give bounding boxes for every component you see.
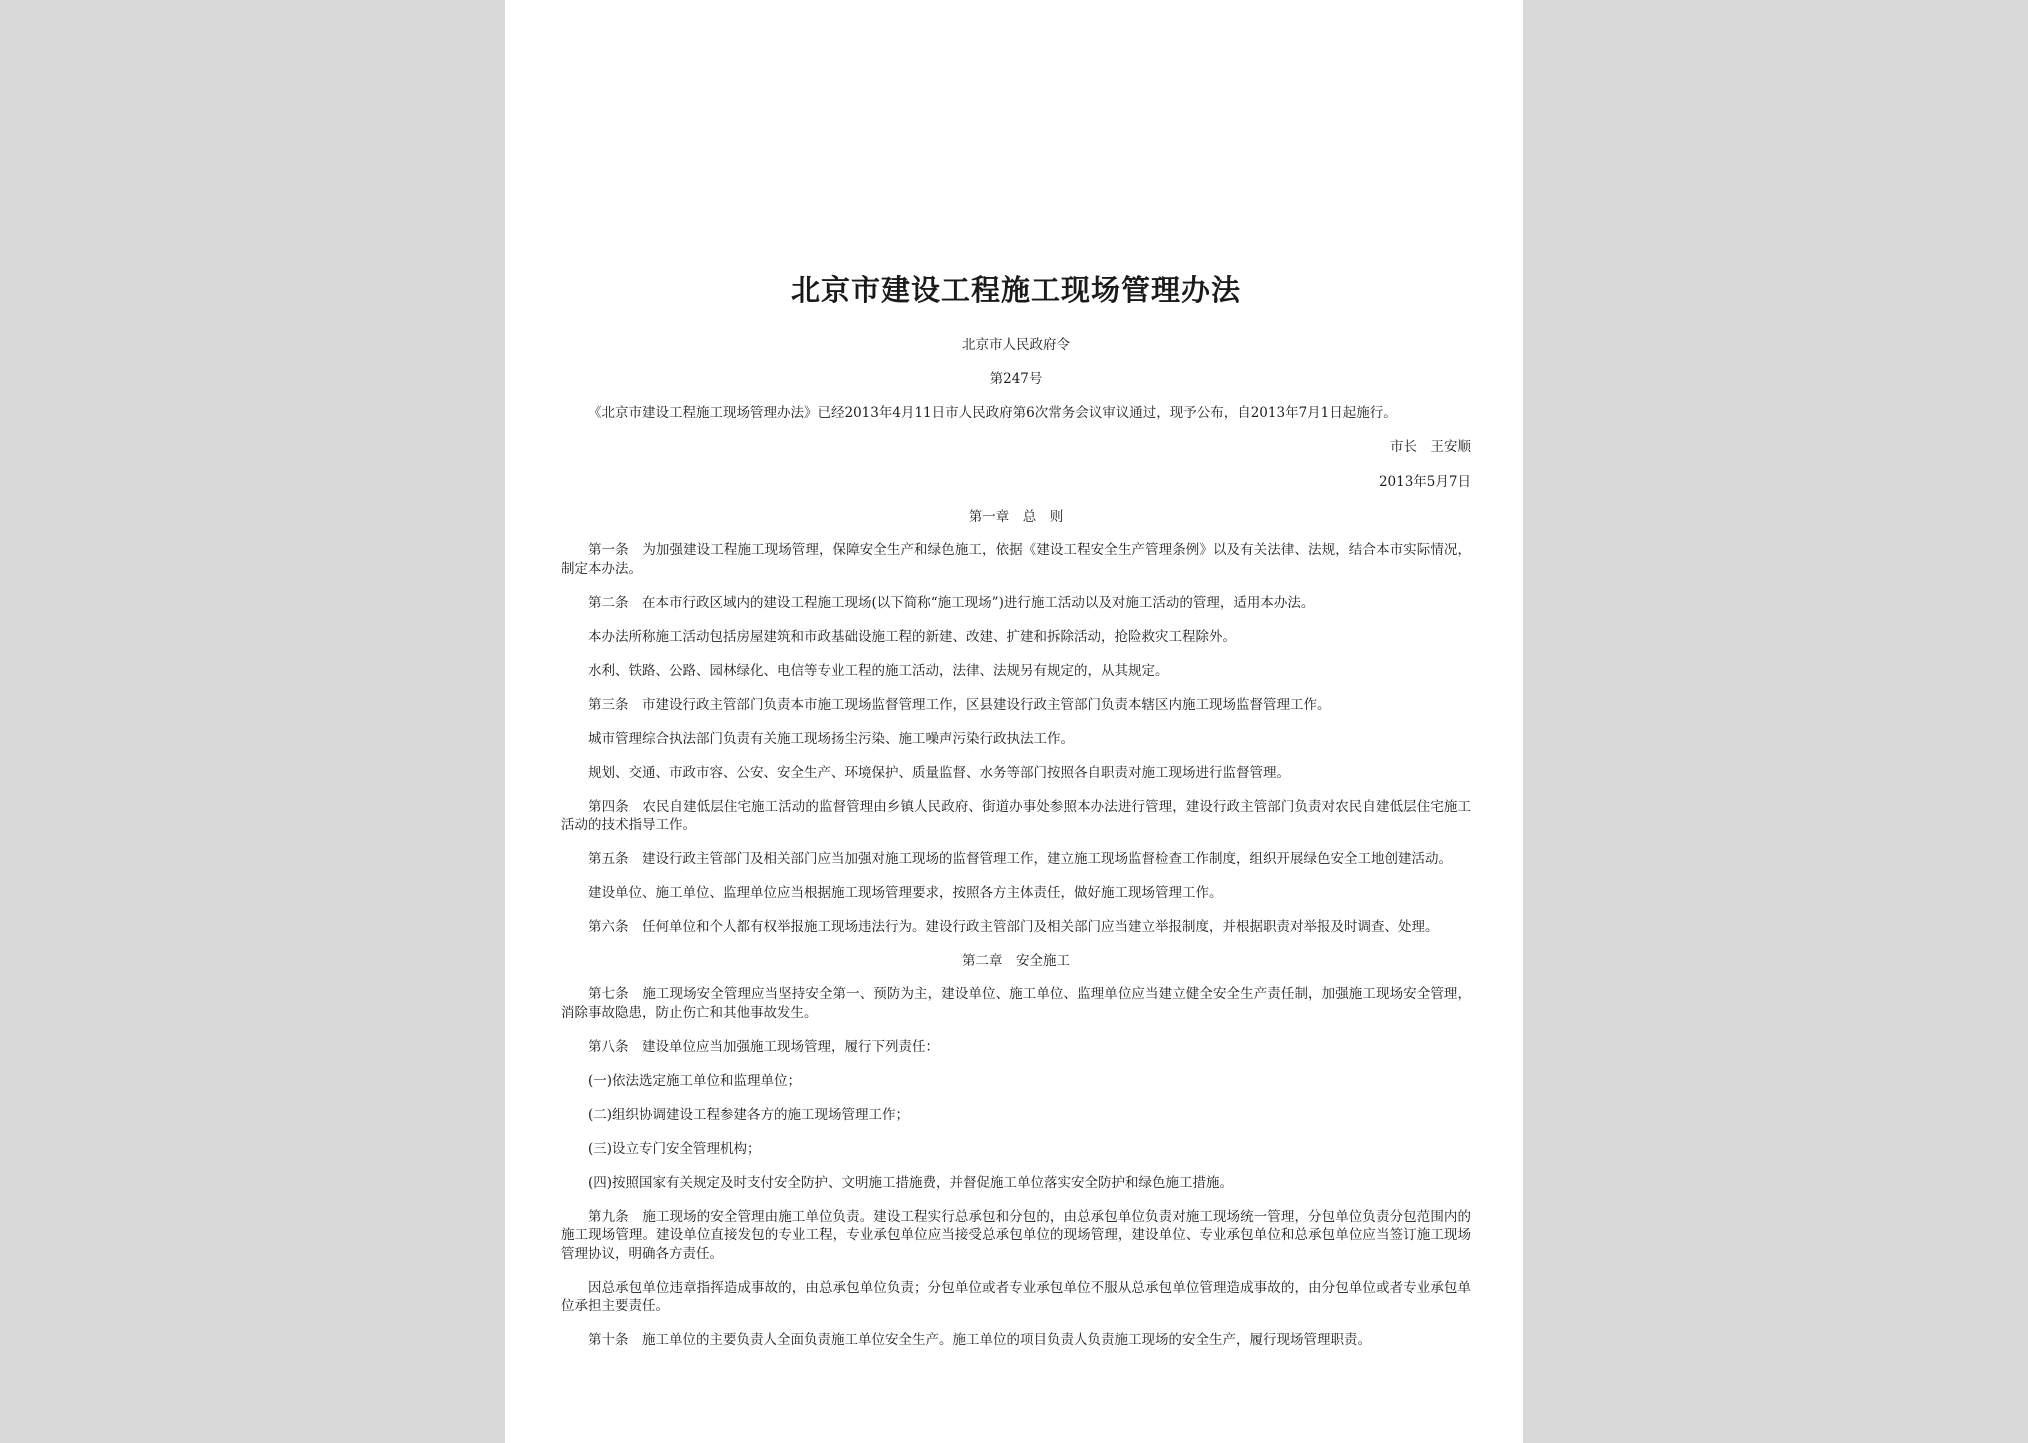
article-paragraph: 因总承包单位违章指挥造成事故的，由总承包单位负责；分包单位或者专业承包单位不服从总承包单位管理造成事故的，由分包单位或者专业承包单位承担主要责任。 bbox=[561, 1279, 1471, 1314]
signature-line: 市长 王安顺 bbox=[1390, 439, 1471, 455]
article-paragraph: 第二条 在本市行政区域内的建设工程施工现场(以下简称“施工现场”)进行施工活动以及对施工活动的管理，适用本办法。 bbox=[588, 594, 1315, 611]
article-paragraph: 第九条 施工现场的安全管理由施工单位负责。建设工程实行总承包和分包的，由总承包单位负责对施工现场统一管理，分包单位负责分包范围内的施工现场管理。建设单位直接发包的专业工程，专业承包单位应当接受总承包单位的现场管理，建设单位、专业承包单位和总承包单位应当签订施工现场管理协议，明确各方责任。 bbox=[561, 1208, 1471, 1262]
signing-date: 2013年5月7日 bbox=[1378, 474, 1471, 490]
article-paragraph: 建设单位、施工单位、监理单位应当根据施工现场管理要求，按照各方主体责任，做好施工现场管理工作。 bbox=[588, 885, 1223, 901]
document-page bbox=[505, 0, 1523, 1443]
article-paragraph: 第六条 任何单位和个人都有权举报施工现场违法行为。建设行政主管部门及相关部门应当建立举报制度，并根据职责对举报及时调查、处理。 bbox=[588, 919, 1439, 935]
preamble-paragraph: 《北京市建设工程施工现场管理办法》已经2013年4月11日市人民政府第6次常务会议审议通过，现予公布，自2013年7月1日起施行。 bbox=[588, 405, 1397, 421]
article-paragraph: 城市管理综合执法部门负责有关施工现场扬尘污染、施工噪声污染行政执法工作。 bbox=[588, 730, 1074, 747]
article-paragraph: 规划、交通、市政市容、公安、安全生产、环境保护、质量监督、水务等部门按照各自职责对施工现场进行监督管理。 bbox=[588, 764, 1290, 781]
article-paragraph: 第八条 建设单位应当加强施工现场管理，履行下列责任： bbox=[588, 1038, 939, 1055]
article-paragraph: 水利、铁路、公路、园林绿化、电信等专业工程的施工活动，法律、法规另有规定的，从其规定。 bbox=[588, 662, 1169, 679]
article-paragraph: 第三条 市建设行政主管部门负责本市施工现场监督管理工作，区县建设行政主管部门负责本辖区内施工现场监督管理工作。 bbox=[588, 696, 1331, 713]
chapter-heading-2: 第二章 安全施工 bbox=[962, 953, 1070, 969]
article-paragraph: 第七条 施工现场安全管理应当坚持安全第一、预防为主，建设单位、施工单位、监理单位应当建立健全安全生产责任制，加强施工现场安全管理，消除事故隐患，防止伤亡和其他事故发生。 bbox=[561, 986, 1471, 1021]
article-paragraph: 第五条 建设行政主管部门及相关部门应当加强对施工现场的监督管理工作，建立施工现场监督检查工作制度，组织开展绿色安全工地创建活动。 bbox=[588, 851, 1452, 867]
list-item: (一)依法选定施工单位和监理单位； bbox=[588, 1072, 802, 1089]
order-number: 第247号 bbox=[989, 371, 1043, 387]
article-paragraph: 第十条 施工单位的主要负责人全面负责施工单位安全生产。施工单位的项目负责人负责施工现场的安全生产，履行现场管理职责。 bbox=[588, 1332, 1371, 1348]
list-item: (三)设立专门安全管理机构； bbox=[588, 1140, 761, 1157]
list-item: (二)组织协调建设工程参建各方的施工现场管理工作； bbox=[588, 1106, 910, 1123]
article-paragraph: 第四条 农民自建低层住宅施工活动的监督管理由乡镇人民政府、街道办事处参照本办法进行管理，建设行政主管部门负责对农民自建低层住宅施工活动的技术指导工作。 bbox=[561, 798, 1471, 833]
article-paragraph: 本办法所称施工活动包括房屋建筑和市政基础设施工程的新建、改建、扩建和拆除活动，抢险救灾工程除外。 bbox=[588, 628, 1236, 645]
chapter-heading-1: 第一章 总 则 bbox=[968, 509, 1064, 525]
article-paragraph: 第一条 为加强建设工程施工现场管理，保障安全生产和绿色施工，依据《建设工程安全生产管理条例》以及有关法律、法规，结合本市实际情况，制定本办法。 bbox=[561, 542, 1471, 577]
document-body bbox=[561, 270, 1471, 1365]
list-item: (四)按照国家有关规定及时支付安全防护、文明施工措施费，并督促施工单位落实安全防护和绿色施工措施。 bbox=[588, 1174, 1234, 1191]
issuer-line: 北京市人民政府令 bbox=[962, 337, 1070, 353]
document-title: 北京市建设工程施工现场管理办法 bbox=[790, 273, 1241, 307]
